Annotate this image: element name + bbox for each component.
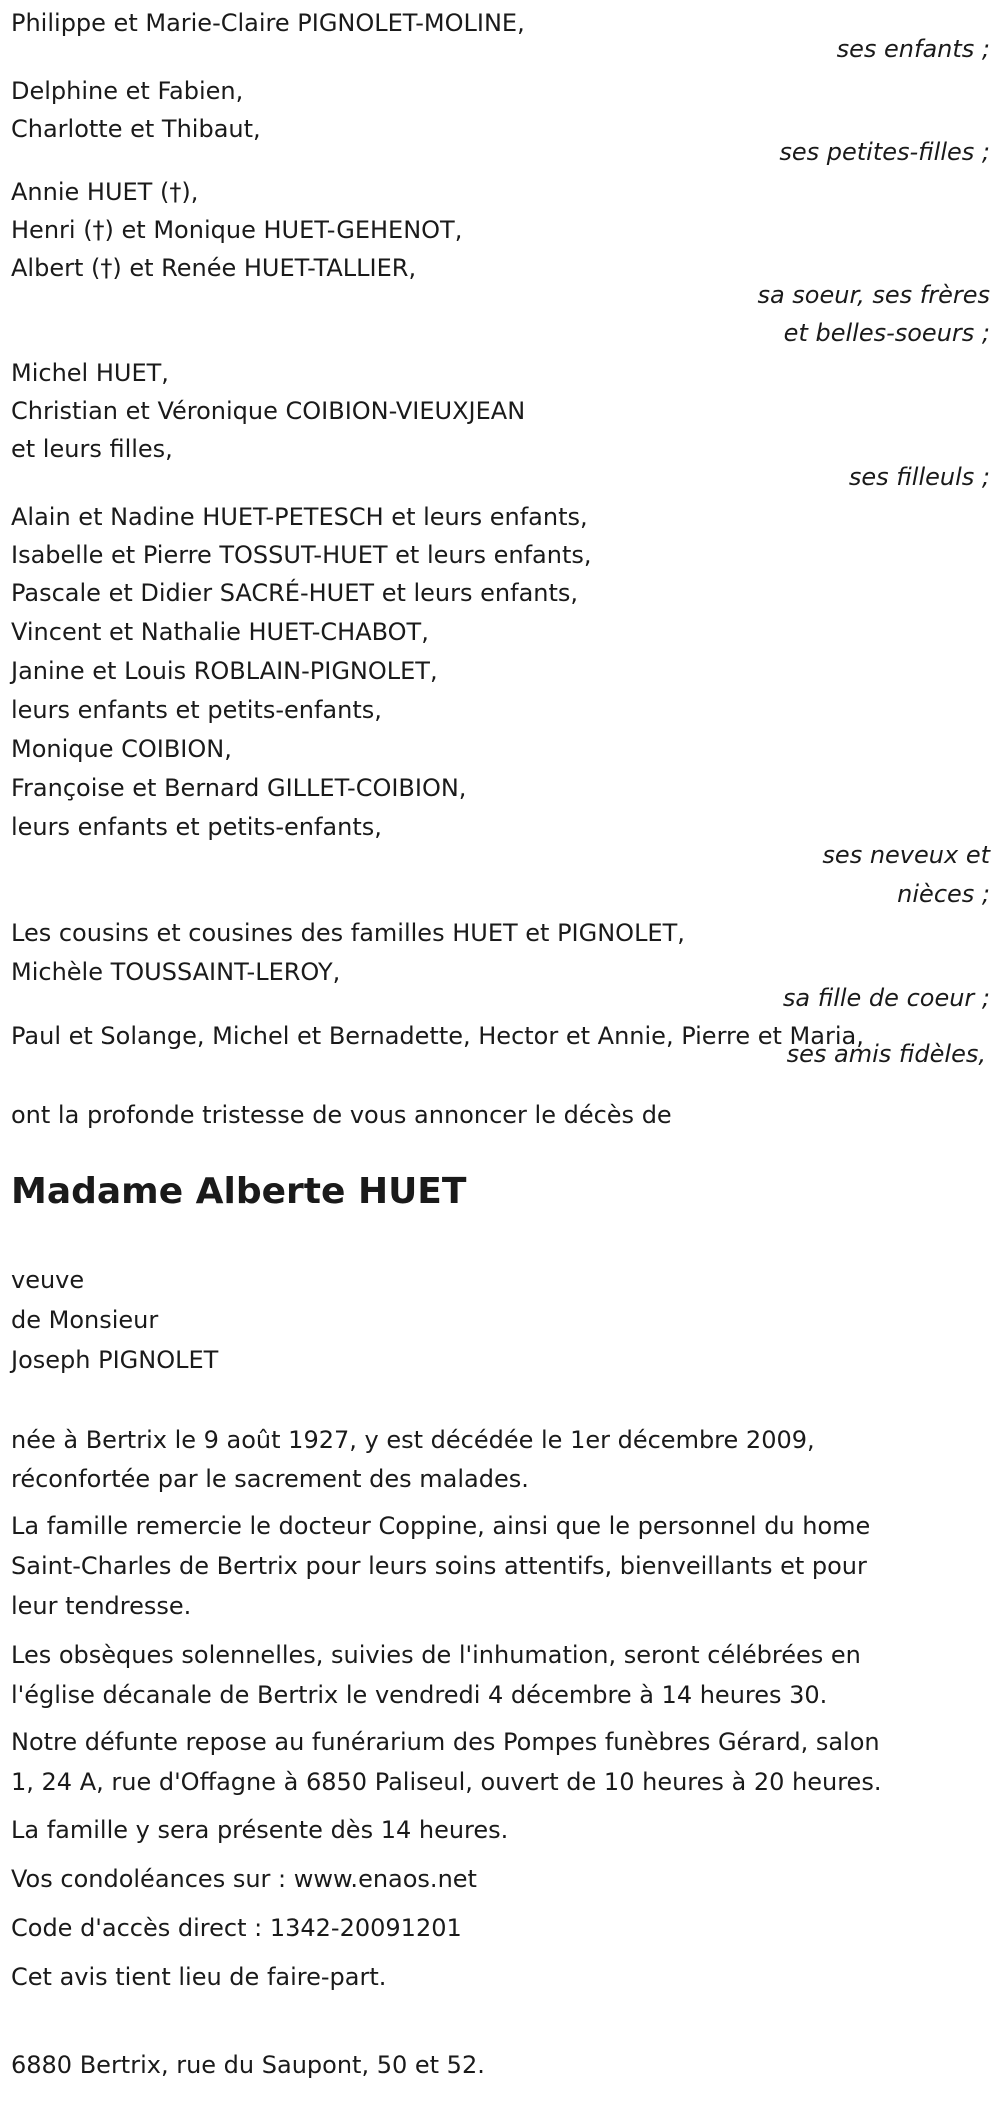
family-line: et leurs filles,: [11, 435, 173, 463]
relation-label: nièces ;: [897, 880, 990, 908]
paragraph-line: née à Bertrix le 9 août 1927, y est décédée le 1er décembre 2009,: [11, 1426, 815, 1454]
paragraph-line: leur tendresse.: [11, 1592, 192, 1620]
paragraph-line: 1, 24 A, rue d'Offagne à 6850 Paliseul, ouvert de 10 heures à 20 heures.: [11, 1768, 882, 1796]
paragraph-line: l'église décanale de Bertrix le vendredi 4 décembre à 14 heures 30.: [11, 1681, 828, 1709]
access-code-line: Code d'accès direct : 1342-20091201: [11, 1914, 462, 1942]
relation-label: ses petites-filles ;: [779, 138, 990, 166]
family-line: Janine et Louis ROBLAIN-PIGNOLET,: [11, 657, 438, 685]
paragraph-line: réconfortée par le sacrement des malades.: [11, 1465, 529, 1493]
family-line: Isabelle et Pierre TOSSUT-HUET et leurs enfants,: [11, 541, 592, 569]
widow-line: veuve: [11, 1266, 85, 1294]
condolences-line: Vos condoléances sur : www.enaos.net: [11, 1865, 477, 1893]
family-line: Charlotte et Thibaut,: [11, 115, 261, 143]
relation-label: et belles-soeurs ;: [783, 319, 990, 347]
family-line: Michèle TOUSSAINT-LEROY,: [11, 958, 341, 986]
family-line: Annie HUET (†),: [11, 178, 199, 206]
family-line: Christian et Véronique COIBION-VIEUXJEAN: [11, 397, 526, 425]
family-line: Françoise et Bernard GILLET-COIBION,: [11, 774, 467, 802]
paragraph-line: Cet avis tient lieu de faire-part.: [11, 1963, 387, 1991]
address: 6880 Bertrix, rue du Saupont, 50 et 52.: [11, 2051, 485, 2079]
family-line: leurs enfants et petits-enfants,: [11, 813, 382, 841]
announcement-text: ont la profonde tristesse de vous annoncer le décès de: [11, 1101, 672, 1129]
relation-label: sa soeur, ses frères: [757, 281, 990, 309]
family-line: Michel HUET,: [11, 359, 169, 387]
paragraph-line: La famille remercie le docteur Coppine, ainsi que le personnel du home: [11, 1512, 871, 1540]
family-line: Les cousins et cousines des familles HUET et PIGNOLET,: [11, 919, 685, 947]
paragraph-line: Les obsèques solennelles, suivies de l'inhumation, seront célébrées en: [11, 1641, 861, 1669]
family-line: Henri (†) et Monique HUET-GEHENOT,: [11, 216, 463, 244]
deceased-name: Madame Alberte HUET: [11, 1171, 467, 1212]
relation-label: ses filleuls ;: [848, 463, 990, 491]
relation-label: sa fille de coeur ;: [782, 984, 990, 1012]
family-line: Albert (†) et Renée HUET-TALLIER,: [11, 254, 417, 282]
relation-label: ses neveux et: [822, 841, 990, 869]
family-line: Delphine et Fabien,: [11, 77, 244, 105]
family-line: Philippe et Marie-Claire PIGNOLET-MOLINE,: [11, 9, 525, 37]
relation-label: ses enfants ;: [836, 35, 990, 63]
relation-label: ses amis fidèles,: [786, 1040, 986, 1068]
family-line: Alain et Nadine HUET-PETESCH et leurs enfants,: [11, 503, 588, 531]
paragraph-line: Saint-Charles de Bertrix pour leurs soins attentifs, bienveillants et pour: [11, 1552, 867, 1580]
widow-line: Joseph PIGNOLET: [11, 1346, 219, 1374]
widow-line: de Monsieur: [11, 1306, 159, 1334]
family-line: Monique COIBION,: [11, 735, 232, 763]
paragraph-line: Notre défunte repose au funérarium des Pompes funèbres Gérard, salon: [11, 1728, 880, 1756]
family-line: Vincent et Nathalie HUET-CHABOT,: [11, 618, 429, 646]
family-line: Pascale et Didier SACRÉ-HUET et leurs enfants,: [11, 579, 579, 607]
family-line: leurs enfants et petits-enfants,: [11, 696, 382, 724]
paragraph-line: La famille y sera présente dès 14 heures.: [11, 1816, 509, 1844]
family-line: Paul et Solange, Michel et Bernadette, Hector et Annie, Pierre et Maria,: [11, 1022, 864, 1050]
